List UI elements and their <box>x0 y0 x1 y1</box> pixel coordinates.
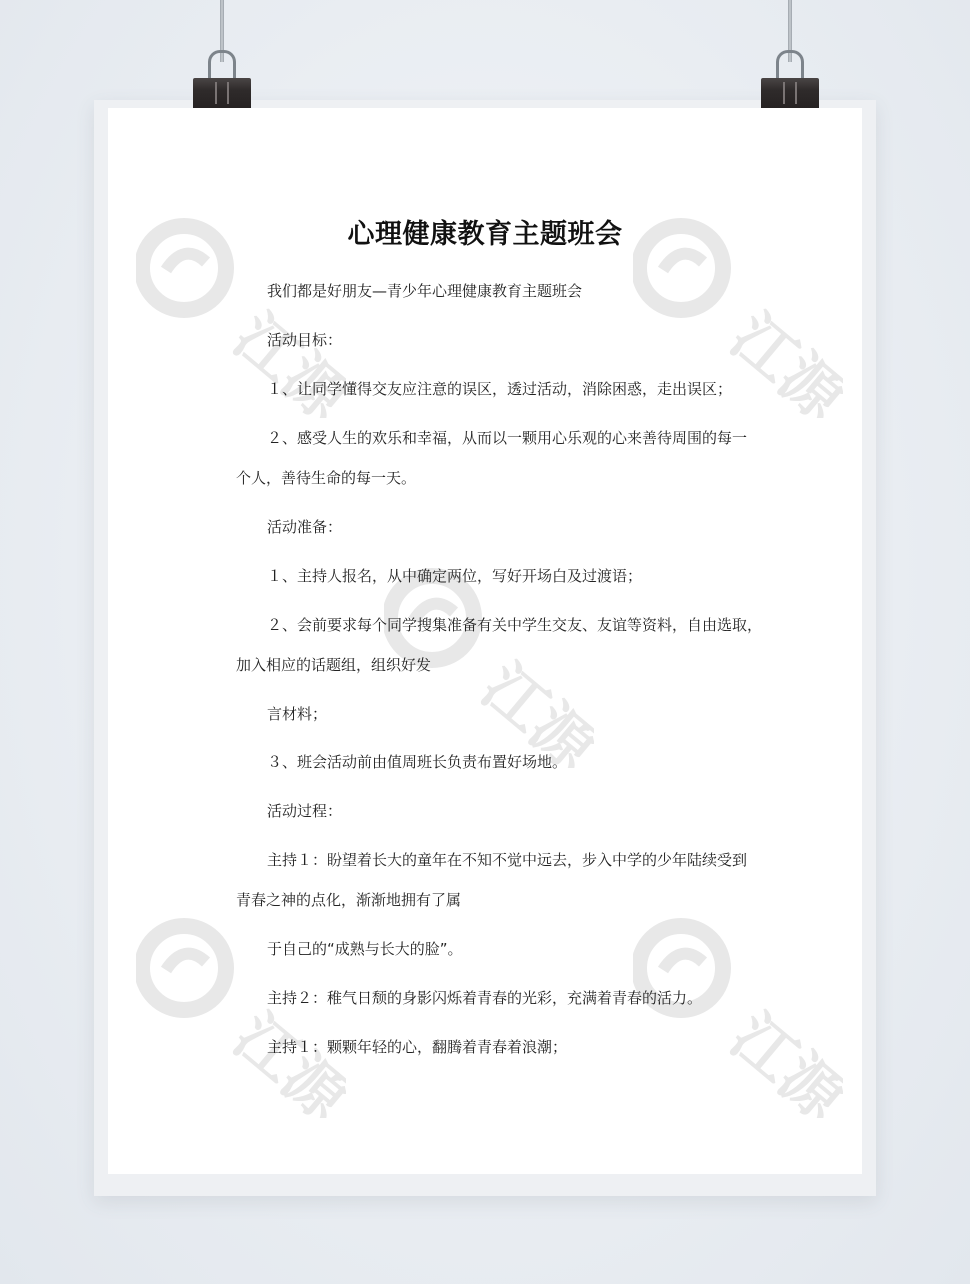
paragraph-line: 个人，善待生命的每一天。 <box>236 469 417 487</box>
paragraph-line: 主持２：稚气日颓的身影闪烁着青春的光彩，充满着青春的活力。 <box>267 989 703 1007</box>
paragraph-line: 活动准备： <box>267 518 343 536</box>
document-title: 心理健康教育主题班会 <box>347 219 623 250</box>
paragraph-line: 青春之神的点化，渐渐地拥有了属 <box>236 891 462 909</box>
document-body <box>108 108 862 1174</box>
watermark-text: 江源 <box>717 999 843 1118</box>
document-sheet <box>108 108 862 1174</box>
paragraph-line: 活动过程： <box>267 802 343 820</box>
paragraph-line: ２、感受人生的欢乐和幸福，从而以一颗用心乐观的心来善待周围的每一 <box>267 429 748 447</box>
paragraph-line: ３、班会活动前由值周班长负责布置好场地。 <box>267 753 568 771</box>
watermark-text: 江源 <box>468 649 594 768</box>
paragraph-line: 我们都是好朋友—青少年心理健康教育主题班会 <box>267 282 583 300</box>
paragraph-line: 言材料； <box>267 705 328 723</box>
binder-clip-right <box>761 78 819 108</box>
paragraph-line: ２、会前要求每个同学搜集准备有关中学生交友、友谊等资料，自由选取， <box>267 616 763 634</box>
watermark-text: 江源 <box>220 299 346 418</box>
watermark-text: 江源 <box>220 999 346 1118</box>
paragraph-line: 于自己的“成熟与长大的脸”。 <box>267 940 463 958</box>
paragraph-line: 主持１：颗颗年轻的心，翻腾着青春着浪潮； <box>267 1038 568 1056</box>
paragraph-line: １、主持人报名，从中确定两位，写好开场白及过渡语； <box>267 567 643 585</box>
paragraph-line: 活动目标： <box>267 331 343 349</box>
watermark-text: 江源 <box>717 299 843 418</box>
binder-clip-left <box>193 78 251 108</box>
paragraph-line: １、让同学懂得交友应注意的误区，透过活动，消除困惑，走出误区； <box>267 380 733 398</box>
paragraph-line: 主持１：盼望着长大的童年在不知不觉中远去，步入中学的少年陆续受到 <box>267 851 748 869</box>
paragraph-line: 加入相应的话题组，组织好发 <box>236 656 432 674</box>
